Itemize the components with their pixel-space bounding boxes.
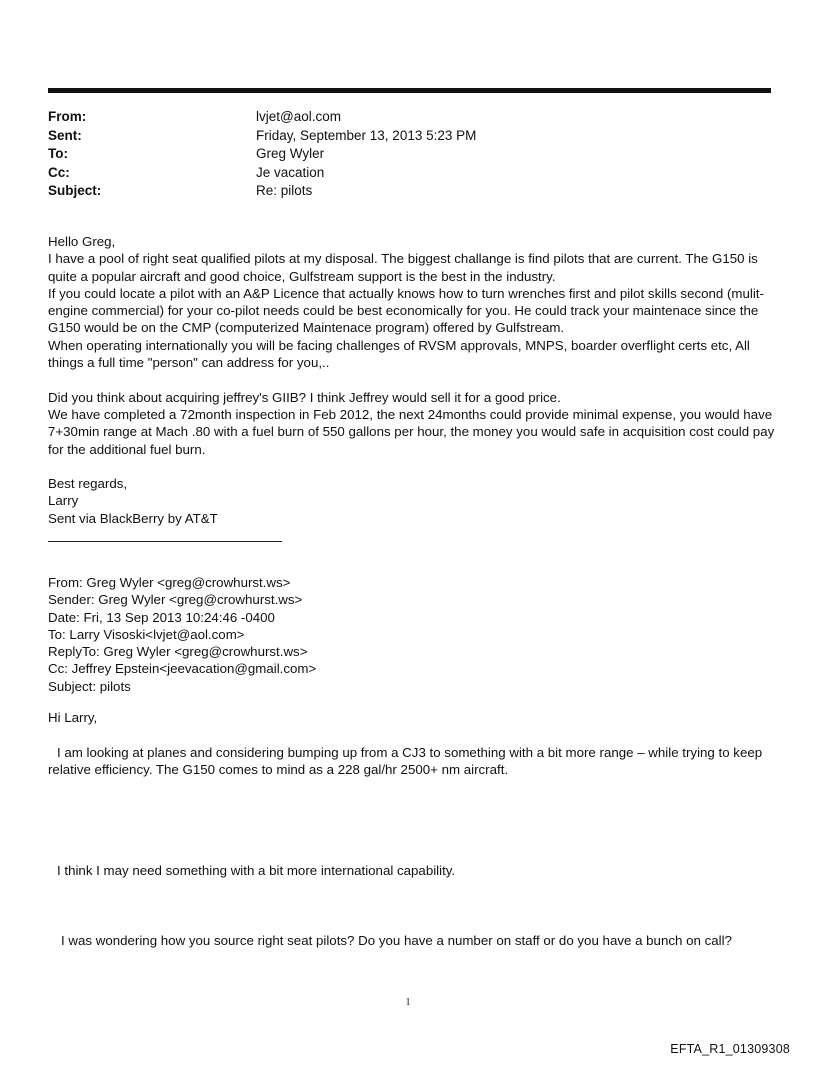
document-id: EFTA_R1_01309308 [670, 1042, 790, 1056]
reply-name: Larry [48, 493, 79, 509]
page-number: 1 [405, 997, 411, 1008]
subject-row [48, 182, 476, 201]
email-header [48, 108, 476, 201]
original-paragraph-3: I was wondering how you source right seat pilots? Do you have a number on staff or do you have a bunch on call? [61, 933, 732, 948]
from-row [48, 108, 476, 127]
fwd-replyto: ReplyTo: Greg Wyler <greg@crowhurst.ws> [48, 644, 308, 660]
sent-value: Friday, September 13, 2013 5:23 PM [256, 127, 477, 143]
to-value: Greg Wyler [256, 146, 325, 161]
original-paragraph-1: I am looking at planes and considering bumping up from a CJ3 to something with a bit more range – while trying to keep relative efficiency. The G150 comes to mind as a 228 gal/hr 2500+ nm aircraft. [48, 745, 763, 778]
fwd-to: To: Larry Visoski<lvjet@aol.com> [48, 626, 245, 642]
fwd-sender: Sender: Greg Wyler <greg@crowhurst.ws> [48, 592, 303, 608]
from-label: From: [48, 109, 87, 124]
fwd-subject: Subject: pilots [48, 678, 131, 694]
original-greeting: Hi Larry, [48, 710, 98, 725]
separator-line [48, 541, 282, 542]
subject-label: Subject: [48, 183, 102, 198]
spacer [48, 371, 778, 388]
reply-closing: Best regards, [48, 476, 128, 492]
reply-paragraph-1: I have a pool of right seat qualified pilots at my disposal. The biggest challange is find pilots that are current. The G150 is quite a popular aircraft and good choice, Gulfstream support is the best in the industry. [48, 251, 758, 284]
fwd-from: From: Greg Wyler <greg@crowhurst.ws> [48, 575, 291, 590]
to-row [48, 145, 476, 164]
forwarded-header [48, 574, 778, 695]
original-paragraph-2: I think I may need something with a bit more international capability. [57, 863, 456, 878]
reply-paragraph-2: If you could locate a pilot with an A&P Licence that actually knows how to turn wrenches first and pilot skills second (mulit-engine commercial) for your co-pilot needs could be best economically for you. He could track your maintenace since the G150 would be on the CMP (computerized Maintenace program) offered by Gulfstream. [48, 285, 764, 336]
cc-label: Cc: [48, 164, 70, 180]
spacer [48, 458, 778, 475]
header-rule [48, 88, 771, 93]
reply-greeting: Hello Greg, [48, 234, 116, 249]
reply-signature: Sent via BlackBerry by AT&T [48, 510, 218, 526]
to-label: To: [48, 146, 68, 161]
reply-paragraph-3: When operating internationally you will be facing challenges of RVSM approvals, MNPS, boarder overflight certs etc, All things a full time "person" can address for you,.. [48, 337, 750, 371]
reply-body [48, 233, 778, 556]
subject-value: Re: pilots [256, 183, 313, 198]
fwd-date: Date: Fri, 13 Sep 2013 10:24:46 -0400 [48, 609, 275, 625]
cc-value: Je vacation [256, 164, 325, 180]
reply-paragraph-5: We have completed a 72month inspection in Feb 2012, the next 24months could provide minimal expense, you would have 7+30min range at Mach .80 with a fuel burn of 550 gallons per hour, the money you would safe in acquisition cost could pay for the additional fuel burn. [48, 406, 775, 457]
sent-label: Sent: [48, 127, 82, 143]
cc-row [48, 164, 476, 183]
from-value: lvjet@aol.com [256, 109, 341, 124]
fwd-cc: Cc: Jeffrey Epstein<jeevacation@gmail.com> [48, 661, 317, 677]
sent-row [48, 127, 476, 146]
reply-paragraph-4: Did you think about acquiring jeffrey's GIIB? I think Jeffrey would sell it for a good price. [48, 389, 561, 405]
